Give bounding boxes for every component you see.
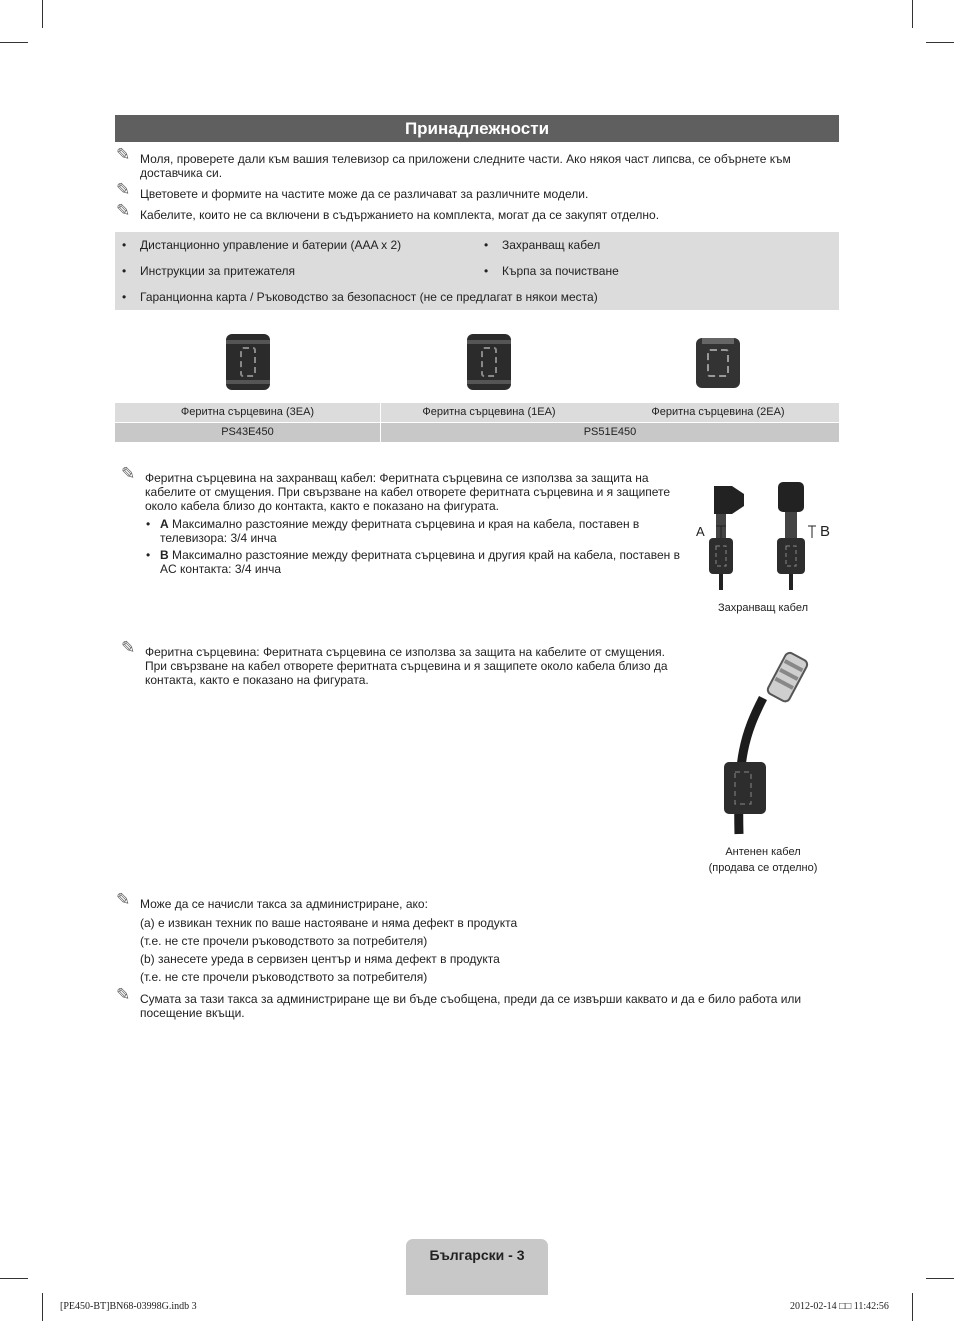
bullet-dot: •	[122, 290, 127, 304]
list-item: • Гаранционна карта / Ръководство за безопасност (не се предлагат в някои места)	[122, 290, 598, 304]
power-cable-figure	[690, 478, 840, 593]
pencil-note-icon: ✎	[116, 985, 131, 1004]
fee-condition: (т.е. не сте прочели ръководството за потребителя)	[140, 970, 428, 984]
fee-condition: (b) занесете уреда в сервизен център и няма дефект в продукта	[140, 952, 500, 966]
crop-mark	[42, 1293, 43, 1321]
table-cell: PS43E450	[221, 426, 274, 438]
crop-mark	[42, 0, 43, 28]
table-cell: Феритна сърцевина (1EA)	[422, 406, 556, 418]
fee-condition: (т.е. не сте прочели ръководството за потребителя)	[140, 934, 428, 948]
note-power-ferrite: ✎ Феритна сърцевина на захранващ кабел: Феритната сърцевина се използва за защита на кабелите от смущения. При свързване на кабел отворете феритната сърцевина и я защипете около кабела близо до контакта, както е показано на фигурата.	[121, 464, 671, 513]
list-item: • Инструкции за притежателя	[122, 264, 296, 278]
fee-condition: (a) е извикан техник по ваше настояване и няма дефект в продукта	[140, 916, 518, 930]
bullet-dot: •	[122, 264, 127, 278]
page-title: Принадлежности	[115, 115, 839, 142]
note-admin-fee: ✎ Може да се начисли такса за администриране, ако:	[116, 890, 428, 911]
list-item: • Захранващ кабел	[484, 238, 601, 252]
crop-mark	[0, 42, 28, 43]
crop-mark	[912, 1293, 913, 1321]
pencil-note-icon: ✎	[116, 201, 131, 220]
crop-mark	[926, 42, 954, 43]
figure-label-a: A	[696, 524, 705, 539]
pencil-note-icon: ✎	[116, 145, 131, 164]
table-cell: PS51E450	[583, 426, 637, 438]
pencil-note-icon: ✎	[121, 464, 136, 483]
table-row	[115, 423, 839, 442]
figure-caption: Захранващ кабел	[717, 602, 809, 614]
list-item: • Кърпа за почистване	[484, 264, 619, 278]
pencil-note-icon: ✎	[116, 180, 131, 199]
pencil-note-icon: ✎	[121, 638, 136, 657]
table-divider	[115, 422, 839, 423]
figure-caption: Антенен кабел (продава се отделно)	[708, 846, 818, 874]
note-cables	[116, 201, 840, 222]
bullet-dot: •	[484, 238, 489, 252]
ferrite-core-image-square	[694, 336, 742, 390]
ferrite-core-image-tall	[465, 332, 513, 392]
note-check-parts	[116, 145, 840, 180]
antenna-cable-figure	[715, 648, 815, 838]
note-colors	[116, 180, 840, 201]
bullet-a: • A Максимално разстояние между феритната сърцевина и края на кабела, поставен в телевизора: 3/4 инча	[146, 517, 640, 545]
crop-mark	[0, 1278, 28, 1279]
table-cell: Феритна сърцевина (3EA)	[180, 406, 315, 418]
pencil-note-icon: ✎	[116, 890, 131, 909]
bullet-dot: •	[146, 517, 151, 531]
accessories-list	[115, 232, 839, 310]
bullet-dot: •	[122, 238, 127, 252]
page-number-tab: Български - 3	[406, 1239, 548, 1295]
bullet-b: • B Максимално разстояние между феритната сърцевина и другия край на кабела, поставен в AC контакта: 3/4 инча	[146, 548, 680, 576]
bullet-dot: •	[146, 548, 151, 562]
note-text: Моля, проверете дали към вашия телевизор са приложени следните части. Ако някоя част липсва, се обърнете към доставчика си.	[140, 152, 791, 180]
bullet-dot: •	[484, 264, 489, 278]
ferrite-core-image-tall	[224, 332, 272, 392]
table-row	[115, 403, 839, 422]
note-text: Цветовете и формите на частите може да се различават за различните модели.	[140, 187, 589, 201]
figure-label-b: B	[820, 523, 831, 540]
note-text: Кабелите, които не са включени в съдържанието на комплекта, могат да се закупят отделно.	[140, 208, 660, 222]
table-cell: Феритна сърцевина (2EA)	[651, 406, 785, 418]
footer-file-info: [PE450-BT]BN68-03998G.indb 3	[60, 1301, 197, 1312]
crop-mark	[912, 0, 913, 28]
note-antenna-ferrite: ✎ Феритна сърцевина: Феритната сърцевина се използва за защита на кабелите от смущения. При свързване на кабел отворете феритната сърцевина и я защипете около кабела близо да контакта, както е показано на фигурата.	[121, 638, 668, 687]
crop-mark	[926, 1278, 954, 1279]
note-fee-info: ✎ Сумата за тази такса за администриране ще ви бъде съобщена, преди да се извърши каквато и да е било работа или посещение вкъщи.	[116, 985, 802, 1020]
footer-timestamp: 2012-02-14 □□ 11:42:56	[790, 1301, 889, 1312]
list-item: • Дистанционно управление и батерии (AAA x 2)	[122, 238, 402, 252]
